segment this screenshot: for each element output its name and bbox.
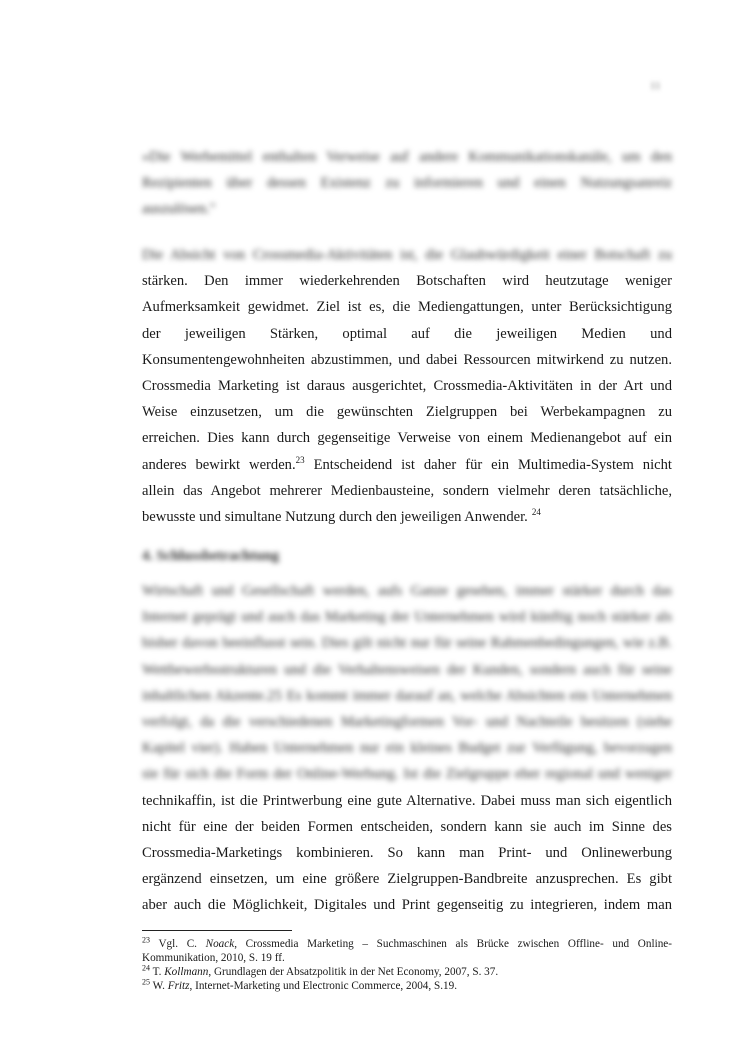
quote-line: auszulösen." <box>142 201 216 218</box>
paragraph-line <box>142 452 672 478</box>
paragraph-line: Wirtschaft und Gesellschaft werden, aufs Ganze gesehen, immer stärker durch das <box>142 583 672 599</box>
page-number: 11 <box>650 80 661 92</box>
quote-line: »Die Werbemittel enthalten Verweise auf andere Kommunikationskanäle, um den <box>142 149 672 165</box>
line-text: anderes bewirkt werden. <box>142 456 296 473</box>
footnotes <box>142 937 672 993</box>
footnote-author: Kollmann <box>164 966 209 978</box>
footnote-number: 23 <box>142 935 150 945</box>
paragraph-line: Aufmerksamkeit gewidmet. Ziel ist es, die Mediengattungen, unter Berücksichtigung <box>142 299 672 316</box>
footnote-text: T. <box>152 966 165 978</box>
paragraph-line: aber auch die Möglichkeit, Digitales und Print gegenseitig zu integrieren, indem man <box>142 897 672 914</box>
paragraph-line: technikaffin, ist die Printwerbung eine gute Alternative. Dabei muss man sich eigentlich <box>142 792 672 809</box>
footnote-text: W. <box>152 980 168 992</box>
paragraph-line: nicht für eine der beiden Formen entscheiden, sondern kann sie auch im Sinne des <box>142 818 672 835</box>
footnote-number: 24 <box>142 963 150 973</box>
footnote-24 <box>142 965 672 979</box>
footnote-line: Kommunikation, 2010, S. 19 ff. <box>142 952 285 964</box>
footnote-text: , Grundlagen der Absatzpolitik in der Net Economy, 2007, S. 37. <box>208 966 499 978</box>
footnote-ref: 23 <box>295 454 305 465</box>
footnote-author: Fritz <box>167 980 190 992</box>
footnote-23 <box>142 937 672 965</box>
quote-line: Rezipienten über dessen Existenz zu informieren und einen Nutzungsanreiz <box>142 175 672 192</box>
paragraph-line <box>142 504 672 530</box>
footnote-author: Noack <box>205 938 235 950</box>
section-heading: 4. Schlussbetrachtung <box>142 548 280 564</box>
footnote-ref: 24 <box>531 507 541 518</box>
footnote-text: , Crossmedia Marketing – Suchmaschinen als Brücke zwischen Offline- und Online- <box>234 938 672 950</box>
paragraph-line: ergänzend einsetzen, um eine größere Zielgruppen-Bandbreite anzusprechen. Es gibt <box>142 871 672 888</box>
paragraph-line: sie für sich die Form der Online-Werbung. Ist die Zielgruppe eher regional und weniger <box>142 766 672 783</box>
footnote-text: Vgl. C. <box>158 938 206 950</box>
paragraph-line: erreichen. Dies kann durch gegenseitige Verweise von einem Medienangebot auf ein <box>142 430 672 447</box>
paragraph-line: inhaltlichen Akzente.25 Es kommt immer darauf an, welche Absichten ein Unternehmen <box>142 687 672 704</box>
body-paragraph-2 <box>142 578 672 918</box>
paragraph-line: Crossmedia-Marketings kombinieren. So kann man Print- und Onlinewerbung <box>142 844 672 861</box>
paragraph-line: Weise einzusetzen, um die gewünschten Zielgruppen bei Werbekampagnen zu <box>142 404 672 421</box>
footnote-number: 25 <box>142 977 150 987</box>
paragraph-line: der jeweiligen Stärken, optimal auf die jeweiligen Medien und <box>142 325 672 342</box>
paragraph-line: bisher davon beeinflusst sein. Dies gilt nicht nur für seine Rahmenbedingungen, wie z.B. <box>142 635 672 652</box>
paragraph-line: Internet geprägt und auch das Marketing der Unternehmen wird künftig noch stärker als <box>142 609 672 626</box>
line-text: bewusste und simultane Nutzung durch den jeweiligen Anwender. <box>142 508 528 525</box>
paragraph-line: Wettbewerbsstrukturen und die Verhaltensweisen der Kunden, sondern auch für seine <box>142 661 672 678</box>
line-text: Entscheidend ist daher für ein Multimedia-System nicht <box>304 456 672 473</box>
paragraph-line: verfolgt, da die verschiedenen Marketingformen Vor- und Nachteile besitzen (siehe <box>142 713 672 730</box>
paragraph-line: Kapitel vier). Haben Unternehmen nur ein kleines Budget zur Verfügung, bevorzugen <box>142 740 672 757</box>
paragraph-line: stärken. Den immer wiederkehrenden Botschaften wird heutzutage weniger <box>142 273 672 290</box>
body-paragraph-1 <box>142 242 672 530</box>
footnote-line <box>142 937 672 951</box>
quote-paragraph <box>142 144 672 223</box>
footnote-text: , Internet-Marketing und Electronic Commerce, 2004, S.19. <box>189 980 457 992</box>
paragraph-line: Die Absicht von Crossmedia-Aktivitäten ist, die Glaubwürdigkeit einer Botschaft zu <box>142 247 672 263</box>
paragraph-line: allein das Angebot mehrerer Medienbausteine, sondern vielmehr deren tatsächliche, <box>142 482 672 499</box>
footnote-separator <box>142 930 292 931</box>
footnote-25 <box>142 979 672 993</box>
paragraph-line: Crossmedia Marketing ist daraus ausgerichtet, Crossmedia-Aktivitäten in der Art und <box>142 377 672 394</box>
paragraph-line: Konsumentengewohnheiten abzustimmen, und dabei Ressourcen mitwirkend zu nutzen. <box>142 351 672 368</box>
